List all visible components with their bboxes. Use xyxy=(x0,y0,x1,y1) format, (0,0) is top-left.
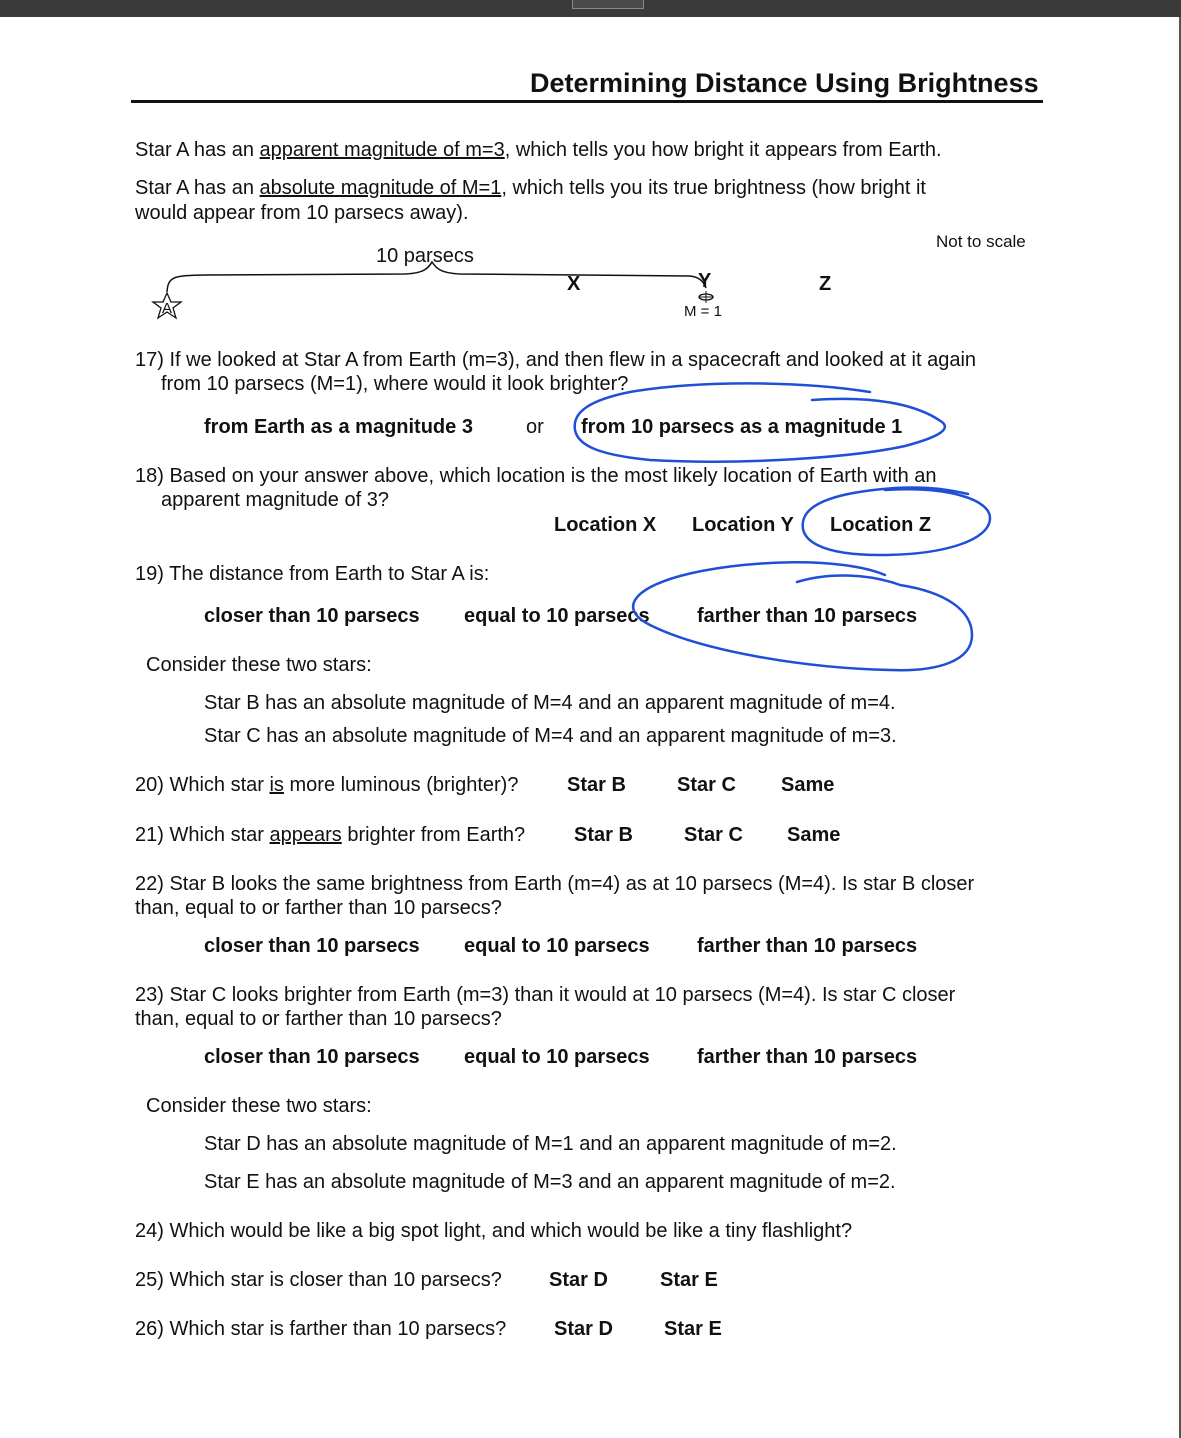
q22-option-closer[interactable]: closer than 10 parsecs xyxy=(204,935,420,957)
q22-option-farther[interactable]: farther than 10 parsecs xyxy=(697,935,918,957)
q24-line-1: 24) Which would be like a big spot light, and which would be like a tiny flashlight? xyxy=(135,1220,853,1242)
q19-option-farther[interactable]: farther than 10 parsecs xyxy=(697,605,918,627)
q20-question: 20) Which star is more luminous (brighter)? xyxy=(135,774,519,796)
q20-option-star-b[interactable]: Star B xyxy=(567,774,626,796)
q19-line-1: 19) The distance from Earth to Star A is: xyxy=(135,563,490,585)
q23-option-equal[interactable]: equal to 10 parsecs xyxy=(464,1046,650,1068)
brace-label: 10 parsecs xyxy=(376,245,474,267)
q22-option-equal[interactable]: equal to 10 parsecs xyxy=(464,935,650,957)
location-y-label: Y xyxy=(698,270,712,292)
intro-line-1: Star A has an apparent magnitude of m=3, which tells you how bright it appears from Earth. xyxy=(135,139,942,161)
q18-option-y[interactable]: Location Y xyxy=(692,514,794,536)
ink-circle-q18 xyxy=(803,487,990,555)
page-title: Determining Distance Using Brightness xyxy=(530,68,1039,98)
q17-line-2: from 10 parsecs (M=1), where would it look brighter? xyxy=(161,373,629,395)
q21-option-star-b[interactable]: Star B xyxy=(574,824,633,846)
ink-circle-q19 xyxy=(633,562,972,670)
q19-option-equal[interactable]: equal to 10 parsecs xyxy=(464,605,650,627)
q23-option-farther[interactable]: farther than 10 parsecs xyxy=(697,1046,918,1068)
q25-question: 25) Which star is closer than 10 parsecs? xyxy=(135,1269,502,1291)
q18-line-2: apparent magnitude of 3? xyxy=(161,489,389,511)
q21-option-star-c[interactable]: Star C xyxy=(684,824,743,846)
intro-line-2: Star A has an absolute magnitude of M=1, which tells you its true brightness (how bright it xyxy=(135,177,926,199)
q23-line-2: than, equal to or farther than 10 parsecs? xyxy=(135,1008,502,1030)
q17-or: or xyxy=(526,416,544,438)
not-to-scale-label: Not to scale xyxy=(936,232,1026,251)
star-b-description: Star B has an absolute magnitude of M=4 and an apparent magnitude of m=4. xyxy=(204,692,896,714)
location-z-label: Z xyxy=(819,273,832,295)
q26-question: 26) Which star is farther than 10 parsecs? xyxy=(135,1318,507,1340)
magnitude-label: M = 1 xyxy=(684,303,722,320)
q20-option-same[interactable]: Same xyxy=(781,774,835,796)
q21-option-same[interactable]: Same xyxy=(787,824,841,846)
q25-option-star-e[interactable]: Star E xyxy=(660,1269,718,1291)
q25-option-star-d[interactable]: Star D xyxy=(549,1269,608,1291)
star-d-description: Star D has an absolute magnitude of M=1 and an apparent magnitude of m=2. xyxy=(204,1133,897,1155)
q23-option-closer[interactable]: closer than 10 parsecs xyxy=(204,1046,420,1068)
q23-line-1: 23) Star C looks brighter from Earth (m=3) than it would at 10 parsecs (M=4). Is star C closer xyxy=(135,984,956,1006)
q26-option-star-e[interactable]: Star E xyxy=(664,1318,722,1340)
q22-line-1: 22) Star B looks the same brightness from Earth (m=4) as at 10 parsecs (M=4). Is star B closer xyxy=(135,873,975,895)
q17-line-1: 17) If we looked at Star A from Earth (m=3), and then flew in a spacecraft and looked at it again xyxy=(135,349,977,371)
q18-line-1: 18) Based on your answer above, which location is the most likely location of Earth with an xyxy=(135,465,937,487)
consider-heading-2: Consider these two stars: xyxy=(146,1095,372,1117)
q18-option-z[interactable]: Location Z xyxy=(830,514,932,536)
consider-heading-1: Consider these two stars: xyxy=(146,654,372,676)
q20-option-star-c[interactable]: Star C xyxy=(677,774,736,796)
ink-circle-q17 xyxy=(575,383,945,461)
q18-option-x[interactable]: Location X xyxy=(554,514,657,536)
intro-line-3: would appear from 10 parsecs away). xyxy=(135,202,469,224)
q17-option-10-parsecs[interactable]: from 10 parsecs as a magnitude 1 xyxy=(581,416,903,438)
star-a-label: A xyxy=(162,300,173,317)
q22-line-2: than, equal to or farther than 10 parsecs? xyxy=(135,897,502,919)
q19-option-closer[interactable]: closer than 10 parsecs xyxy=(204,605,420,627)
location-x-label: X xyxy=(567,273,581,295)
q21-question: 21) Which star appears brighter from Earth? xyxy=(135,824,526,846)
q17-option-earth[interactable]: from Earth as a magnitude 3 xyxy=(204,416,473,438)
star-e-description: Star E has an absolute magnitude of M=3 and an apparent magnitude of m=2. xyxy=(204,1171,896,1193)
star-c-description: Star C has an absolute magnitude of M=4 and an apparent magnitude of m=3. xyxy=(204,725,897,747)
q26-option-star-d[interactable]: Star D xyxy=(554,1318,613,1340)
